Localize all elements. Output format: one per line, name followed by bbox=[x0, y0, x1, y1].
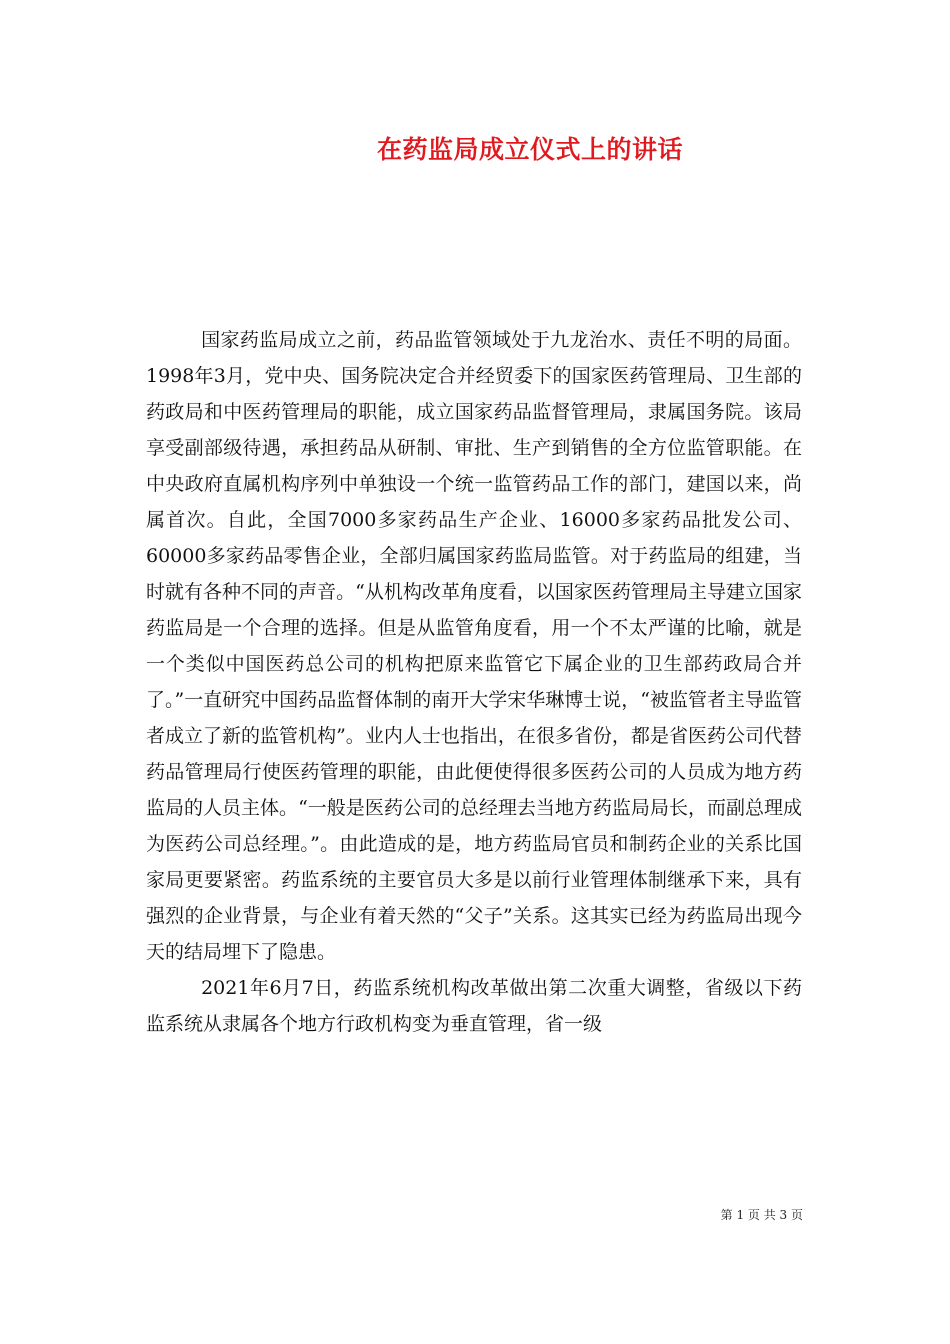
page-number: 第 1 页 共 3 页 bbox=[720, 1208, 803, 1222]
document-body bbox=[146, 322, 802, 1042]
document-title: 在药监局成立仪式上的讲话 bbox=[376, 135, 683, 164]
paragraph-1: 国家药监局成立之前，药品监管领域处于九龙治水、责任不明的局面。1998年3月，党中央、国务院决定合并经贸委下的国家医药管理局、卫生部的药政局和中医药管理局的职能，成立国家药品监督管理局，隶属国务院。该局享受副部级待遇，承担药品从研制、审批、生产到销售的全方位监管职能。在中央政府直属机构序列中单独设一个统一监管药品工作的部门，建国以来，尚属首次。自此，全国7000多家药品生产企业、16000多家药品批发公司、60000多家药品零售企业，全部归属国家药监局监管。对于药监局的组建，当时就有各种不同的声音。“从机构改革角度看，以国家医药管理局主导建立国家药监局是一个合理的选择。但是从监管角度看，用一个不太严谨的比喻，就是一个类似中国医药总公司的机构把原来监管它下属企业的卫生部药政局合并了。”一直研究中国药品监督体制的南开大学宋华琳博士说，“被监管者主导监管者成立了新的监管机构”。业内人士也指出，在很多省份，都是省医药公司代替药品管理局行使医药管理的职能，由此便使得很多医药公司的人员成为地方药监局的人员主体。“一般是医药公司的总经理去当地方药监局局长，而副总理成为医药公司总经理。”。由此造成的是，地方药监局官员和制药企业的关系比国家局更要紧密。药监系统的主要官员大多是以前行业管理体制继承下来，具有强烈的企业背景，与企业有着天然的“父子”关系。这其实已经为药监局出现今天的结局埋下了隐患。 bbox=[146, 329, 802, 963]
paragraph-2: 2021年6月7日，药监系统机构改革做出第二次重大调整，省级以下药监系统从隶属各个地方行政机构变为垂直管理，省一级 bbox=[146, 977, 802, 1035]
